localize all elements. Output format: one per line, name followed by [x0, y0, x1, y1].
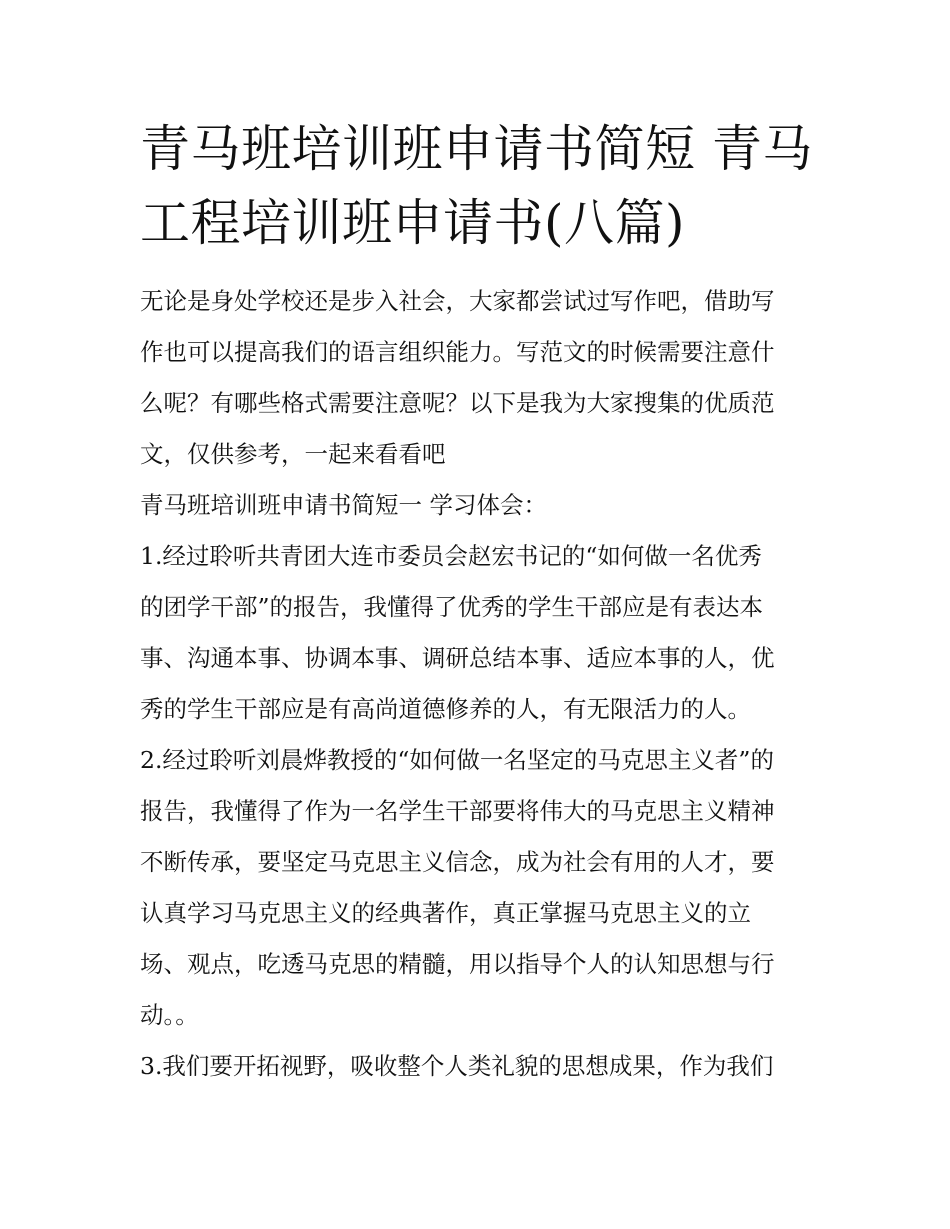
document-page — [140, 112, 820, 1092]
title-line-2: 工程培训班申请书(八篇) — [140, 194, 686, 252]
item-1-line-4: 秀的学生干部应是有高尚道德修养的人，有无限活力的人。 — [140, 695, 751, 723]
item-3-line-1: 3.我们要开拓视野，吸收整个人类礼貌的思想成果，作为我们 — [140, 1052, 774, 1080]
item-1-line-3: 事、沟通本事、协调本事、调研总结本事、适应本事的人，优 — [140, 644, 775, 672]
item-1-line-2: 的团学干部”的报告，我懂得了优秀的学生干部应是有表达本 — [140, 593, 764, 621]
intro-paragraph — [140, 276, 820, 480]
item-1-line-1: 1.经过聆听共青团大连市委员会赵宏书记的“如何做一名优秀 — [140, 542, 762, 570]
item-2-line-2: 报告，我懂得了作为一名学生干部要将伟大的马克思主义精神 — [140, 797, 775, 825]
title-line-1: 青马班培训班申请书简短 青马 — [140, 120, 813, 178]
intro-line-1: 无论是身处学校还是步入社会，大家都尝试过写作吧，借助写 — [140, 287, 775, 315]
item-2-line-3: 不断传承，要坚定马克思主义信念，成为社会有用的人才，要 — [140, 848, 775, 876]
item-2-line-5: 场、观点，吃透马克思的精髓，用以指导个人的认知思想与行 — [140, 950, 775, 978]
intro-line-3: 么呢？有哪些格式需要注意呢？以下是我为大家搜集的优质范 — [140, 389, 775, 417]
item-2-line-6: 动。。 — [140, 1001, 199, 1029]
item-2-line-1: 2.经过聆听刘晨烨教授的“如何做一名坚定的马克思主义者”的 — [140, 746, 774, 774]
section-heading: 青马班培训班申请书简短一 学习体会： — [140, 491, 547, 519]
item-2-paragraph — [140, 735, 820, 1041]
item-2-line-4: 认真学习马克思主义的经典著作，真正掌握马克思主义的立 — [140, 899, 751, 927]
item-3-paragraph — [140, 1041, 820, 1092]
document-body — [140, 276, 820, 1092]
item-1-paragraph — [140, 531, 820, 735]
document-title — [140, 112, 820, 260]
intro-line-2: 作也可以提高我们的语言组织能力。写范文的时候需要注意什 — [140, 338, 775, 366]
intro-line-4: 文，仅供参考，一起来看看吧 — [140, 440, 446, 468]
